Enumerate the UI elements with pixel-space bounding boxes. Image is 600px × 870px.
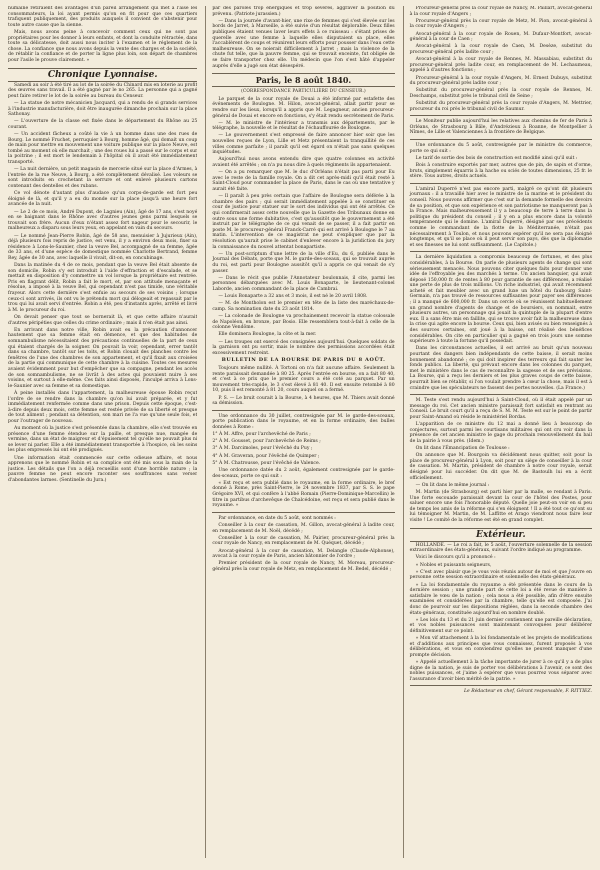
paragraph: Avocat-général à la cour de cassation, M. Delangle (Claude-Alphonse), avocat à la cour royale de Paris, ancien bâtonnier de l'ordre ; [212,548,395,560]
paragraph: Dans les circonstances actuelles, il est arrivé au bruit qu'un nouveau pourtant des dangers bien indépendants de cette baisse, il serait moins bonnement abandonné ; ce qui doit inspirer des terreurs qui fait sauter les fonds publics. La liberté, qui prévaut encore dans les colonnes du parquet, met le ministère dans le cas de reconnaître la sagesse et de ses prévisions. La Bourse, qui a reçu les derniers et les plus graves coups de cette baisse, pourrait bien se rétablir, si l'on voulait prendre à cœur la chose, mais il est à craindre que les spéculateurs ne fassent des pertes nouvelles. (La France.) [409,346,592,391]
paragraph: par des paroles trop énergiques et trop sévères, aggraver la position du prévenu. (Patriote jurassien.) [212,6,395,17]
paragraph: — La statue de notre mécanicien Jacquard, qui a rendu de si grands services à l'industrie manufacturière, doit être inaugurée dimanche prochain sur la place Sathonay. [8,100,198,118]
paragraph: Bois à construire exportés par mer, autres que de pin, de sapin et d'orme, bruts, simplement équarris à la hache ou sciés de toutes dimensions, 25 fr. le stère. Tous autres, droits actuels. [409,163,592,180]
paragraph: » C'est avec plaisir que je vous vois réunis autour de moi et que j'ouvre en personne cette session extraordinaire et solennelle des états-généraux. [409,569,592,581]
paragraph: P. S. — Le bruit courait à la Bourse, à 4 heures, que M. Thiers avait donné sa démission. [212,395,395,407]
paragraph: — On lit dans le même journal : [415,482,490,488]
newspaper-page [8,6,592,858]
list-item: 2° À M. Gousset, pour l'archevêché de Reims ; [212,439,321,445]
paragraph: Procureur-général près la cour royale de Nancy, M. Paillart, avocat-général à la cour royale d'Angers ; [409,6,592,17]
paragraph: — La nuit dernière, un petit magasin de mercerie situé sur la place d'Armes, à l'entrée de la rue Neuve, à Bourg, a été complètement dévalisé. Les voleurs se sont introduits en crochetant la serrure et ont enlevé plusieurs cartons contenant des dentelles et des rubans. [8,167,198,189]
paragraph: Avocat-général à la cour royale de Caen, M. Desèze, substitut du procureur-général près ladite cour ; [409,44,592,55]
paragraph: Samedi au soir à été tiré au lot de la soirée du Chinard mis en loterie au profit des œuvres sans travail. Il a été gagné par le no 265. La personne qui a gagné peut faire retirer le lot de la soirée au bureau du Censeur. [8,82,198,99]
paragraph: — On a pu remarquer que M. le duc d'Orléans n'était pas parti pour Eu avec le reste de la famille royale. On a dit cet après-midi qu'il était resté à Saint-Cloud pour commander la place de Paris, dans le cas où une tentative y aurait été faite. [212,170,395,192]
paragraph: Mais, nous avons peine à concevoir comment ceux qui ne sont pas propriétaires pour les donner à leurs enfants, et dont la conduite rétractée, dans toute sa délicatesse, doit aussi nous inciter à l'examen et le réglement de la chose. La confiance que nous avons depuis la vente des charges et de la société, de rétablir la confiance et de porter la ligne plus loin, son départ de chambres pour l'asile le prouve clairement. » [8,29,198,63]
paragraph: — Un post-scriptum d'une lettre de la ville d'Eu, du 6, publiée dans le Journal des Débats, porte que M. le garde-des-sceaux, qui se trouvait auprès du roi, est parti pour Boulogne aussitôt qu'il a appris ce qui venait de s'y passer. [212,251,395,274]
divider [410,139,592,140]
paragraph: Premier président de la cour royale de Nancy, M. Moreau, procureur-général près la cour royale de Metz, en remplacement de M. Bedel, décédé ; [212,561,395,572]
list-item: 4° À M. Graveran, pour l'évêché de Quimper ; [212,453,320,459]
paragraph: — Il paraît à peu près certain que l'affaire de Boulogne sera déférée à la chambre des pairs ; qui serait immédiatement appelée à se constituer en cour de justice pour statuer sur le sort des individus qui ont été arrêtés. Ce qui confirmerait assez cette nouvelle que la Gazette des Tribunaux donne en outre sous une forme dubitative, c'est qu'aussitôt que le gouvernement a été instruit par le télégraphe de ce qui venait de se passer, il a fait partir en poste M. le procureur-général Franck-Carré qui est arrivé à Boulogne le 7 au matin. L'intervention de ce magistrat ne peut s'expliquer que par la résolution qu'aurait prise le cabinet d'enlever encore à la juridiction du jury la connaissance du nouvel attentat bonapartiste. [212,194,395,250]
column-right [403,6,592,858]
paragraph: » La loi fondamentale du royaume a été présentée dans le cours de la dernière session ; une grande part de cette loi a été revue de manière à satisfaire le vœu de la nation ; cela nous a été possible, afin d'être ensuite examinées et considérées par la chambre, telle qu'elle est composée. J'ai donc de pourvoir sur les dispositions réglées, dans la seconde chambre des états-généraux, constituée aujourd'hui en nombre doublé. [409,582,592,616]
paragraph: Conseiller à la cour de cassation, M. Gillon, avocat-général à ladite cour, en remplacement de M. Noël, décédé ; [212,522,395,534]
paragraph: Substitut du procureur-général près la cour royale d'Angers, M. Mettrier, procureur du roi près le tribunal civil de Saumur. [409,101,592,112]
divider [212,512,394,513]
paragraph: Avocat-général à la cour royale de Rouen, M. Dufaur-Montfort, avocat-général à la cour de Caen ; [409,31,592,43]
paragraph: — M. de Montholon est le premier en tête de la liste des maréchaux-de-camp. Sa nomination date du 23 août 1814. [212,301,395,312]
paragraph: On lit dans l'Émancipation de Toulouse : [415,446,510,452]
divider [410,115,592,116]
paragraph: » Les lois du 13 et du 21 juin dernier contiennent une pareille déclaration, et vos nobles puissances sont maintenant convoquées pour délibérer définitivement sur ce point. [409,617,592,634]
paragraph: — Un accident fâcheux a coûté la vie à un homme dans une des rues de Bourg. Le nommé Fruchet, perruquier à Bourg, homme âgé, qui domait un coup de main pour mettre en mouvement une voiture publique sur la place Neuve, est tombé au moment où elle marchait ; une des roues lui a passé sur le corps et sur la poitrine ; il est mort le lendemain à l'hôpital où il avait été immédiatement transporté. [8,132,198,166]
paragraph: humaine retiraient des avantages d'un pareil arrangement qui met à l'aise les consommateurs, la loi ayant permis qu'on en fit pour que ces quartiers trafiquent publiquement, des produits auxquels il convient de s'abstenir pour toute autre cause que la sienne. [8,6,198,28]
section-heading-exterieur: Extérieur. [410,528,592,542]
paragraph: On devait penser que tout se bornerait là, et que cette affaire n'aurait d'autres péripéties que celles du crime ordinaire ; mais il n'en était pas ainsi. [8,315,198,326]
paragraph: En arrivant dans notre ville, Robin avait eu la précaution d'annoncer hautement que sa femme était en démence, et que des habitudes de somnambulisme nécessitaient des précautions continuelles de la part de ceux qui étaient chargés de la soigner. On pouvait la voir, cependant, errer tantôt dans sa chambre, tantôt sur les toits, et Robin clouait des planches contre les fenêtres de l'une des chambres de son appartement, et qu'il fixait aux croisées de la partie qui communique de cette chambre à la cuisine. Toutes ces mesures avaient évidemment pour but d'empêcher que sa compagne, pendant les accès de son somnambulisme, ne se livrât à des actes qui pouvaient nuire à ses voisins, et surtout à elle-même. Ces faits ainsi disposés, l'inculpé arriva à Lons-le-Saunier avec sa femme et sa domestique. [8,327,198,389]
paragraph: Le parquet de la cour royale de Douai a été informé par estafette des événements de Boulogne. M. Hilon, avocat-général, allait partir pour se rendre sur les lieux, lorsqu'il a appris que M. Legagneur, ancien procureur-général de Douai et encore en fonctions, s'y était rendu secrètement de Paris. [212,96,395,119]
paragraph: HOLLANDE. — Le roi a fait, le 5 août, l'ouverture solennelle de la session extraordinaire des états-généraux, suivant l'ordre indiqué au programme. [409,542,592,554]
paragraph: — L'ouverture de la classe est fixée dans le département du Rhône au 25 courant. [8,119,198,130]
paragraph: La dernière liquidation a compromis beaucoup de fortunes, et des plus considérables, à la Bourse. On parle de plusieurs agents de change qui sont sérieusement menacés. Nous pouvons citer quelques faits pour donner une idée de l'effroyable jeu des marchés à terme. Un ancien banquier, qui avait déposé 150,000 fr. de rentes à 80 pour garantie de ses différences, a réalisé une perte de plus de trois millions. Un riche industriel, qui avait récemment acheté et fait meubler avec un grand luxe un hôtel du faubourg Saint-Germain, n'a pas trouvé de ressources suffisantes pour payer ses différences ; il a manqué de 600,000 fr. Dans un cercle où se réunissent habituellement un grand nombre d'agents de change et de boursiers, on nommait, entre plusieurs autres, un personnage qui jouait la quintuple de la plupart d'entre eux. Il a sans être mis en faillite, qui se trouve avoir fait la malheureuse dans la crise qui agite encore la bourse. Ceux qui, bien avisés ou bien renseignés à des sources certaines, ont joué à la baisse, ont réalisé des bénéfices considérables. On cite en particulier qui a gagné en trois jours une somme supérieure à toute la fortune qu'il possédait. [409,255,592,345]
paragraph: M. Teste s'est rendu aujourd'hui à Saint-Cloud, où il était appelé par un message du roi. Cet ancien ministre paraissait fort satisfait en rentrant au Conseil. Le bruit court qu'il a reçu de S. M. M. Teste est sur le point de partir pour Saint-Amand où réside le ministériel Bordas. [409,398,592,420]
divider [410,685,592,686]
paragraph: « Est reçu et sera publié dans le royaume, en la forme ordinaire, le bref donné à Rome, près Saint-Pierre, le 24 novembre 1837, par S. S. le pape Grégoire XVI, et qui confère à l'abbé Romain (Pierre-Dominique-Marcellin) le titre in partibus d'archevêque de Chalcédoine, est reçu et sera publié dans le royaume. » [212,480,395,509]
column-left [8,6,197,858]
paragraph: — Le 2 de ce mois, André Dupont, de Lagnieu (Ain), âgé de 17 ans, s'est noyé en se baignant dans le Rhône avec d'autres jeunes gens parmi lesquels se trouvait son frère. Aucun d'eux n'étant assez fort nageur pour le secourir, le malheureux a disparu sous leurs yeux, en appelant en vain du secours. [8,209,198,232]
list-item: 1° À M. Affre, pour l'archevêché de Paris ; [212,432,311,438]
paragraph: — M. le ministre de l'intérieur a transmis aux départements, par le télégraphe, la nouvelle et le résultat de l'échauffourée de Boulogne. [212,120,395,132]
editor-signature: Le Rédacteur en chef, Gérant responsable, F. RITTIEZ. [464,689,592,695]
paragraph: Substitut du procureur-général près la cour royale de Rennes, M. Deschamps, substitut près le tribunal civil de Seine ; [409,88,592,99]
paragraph: Conseiller à la cour de cassation, M. Pairier, procureur-général près la cour royale de Nancy, en remplacement de M. Quéquet, décédé ; [212,535,395,547]
section-heading-paris: Paris, le 8 août 1840. [212,73,394,87]
paragraph: — Le nommé Jean-Pierre Robin, âgé de 58 ans, menuisier à Jujurieux (Ain), déjà plusieurs fois repris de justice, est venu, il y a environ deux mois, fixer sa résidence à Lons-le-Saunier, chez la veuve Bel, accompagné de sa femme, âgée de 33 ans, et d'une espèce de domestique nommée Charlotte Bertrand, femme Rey, âgée de 30 ans, avec laquelle il vivait, dit-on, en concubinage. [8,233,198,261]
paragraph: Une information était commencée sur cette odieuse affaire, et nous apprenons que le nommé Robin et sa complice ont été mis sous la main de la justice. Les détails que l'on a déjà recueillis sont d'une horrible nature ; la pauvre femme ne peut encore raconter ses souffrances sans verser d'abondantes larmes. (Sentinelle du Jura.) [8,455,198,484]
column-middle [205,6,394,858]
paragraph: — Dans le récit que publie l'Annotateur boulonnais, il cite, parmi les personnes débarquées avec M. Louis Bonaparte, le lieutenant-colonel Laborde, ancien commandant de la place de Cambrai. [212,275,395,292]
paragraph: — Dans la journée d'avant-hier, une rixe de femmes qui s'est élevée sur les bords de Jarret, à Marseille, a été suivie d'un résultat déplorable. Deux filles publiques étaient venues laver leurs effets à ce ruisseau : s'étant prises de querelle avec une femme à laquelle elles disputaient sa place, elles l'accablèrent de coups et réunirent leurs efforts pour pousser dans l'eau cette malheureuse. On se noierait difficilement à Jarret ; mais la violence de la chute fut telle, que la pauvre femme, qui se trouvait enceinte, fut obligée de se faire transporter chez elle. Un médecin que l'on s'est hâté d'appeler auprès d'elle a jugé son état désespéré. [212,18,395,69]
section-subheading: (CORRESPONDANCE PARTICULIÈRE DU CENSEUR.) [241,88,366,94]
paragraph: — Les troupes ont exercé des consignées aujourd'hui. Quelques soldats de la garnison ont pu sortir, mais le nombre des permissions accordées était excessivement restreint. [212,339,395,356]
paragraph: Toujours même nullité. À Tortoni on n'a fait aucune affaire. Seulement la rente paraissait demandée à 80 25. Après l'entrée en bourse, on a fait 80 40, et c'est à ce prix que le premier cours a été coté au parquet. Par un mouvement très-rapide, le 3 s'est élevé à 81 40. Il est ensuite retombé à 80 10, puis il est remonté à 81 20, cours auquel on a fermé. [212,365,395,394]
list-item: 5° À M. Chatrousse, pour l'évêché de Valence. [212,460,321,466]
paragraph: — Le gouvernement s'est empressé de faire annoncer hier soir que les nouvelles reçues de Lyon, Lille et Metz présentaient la tranquillité de ces villes comme parfaite ; il paraît qu'il est égard on n'était pas sans quelques inquiétudes. [212,133,395,156]
paragraph: Le Moniteur publie aujourd'hui les relatives aux chemins de fer de Paris à Orléans, de Strasbourg à Bâle, d'Andrézieux à Roanne, de Montpellier à Nîmes, de Lille et Valenciennes à la frontière de Belgique. [409,119,592,136]
paragraph: L'amiral Duperré n'est pas encore parti, malgré ce qu'ont dit plusieurs journaux : il a travaillé hier avec le ministre de la marine et le président du conseil. Nous pouvons affirmer que c'est sur la demande formelle des devoirs de sa position, et que son expérience et son patriotisme ne manqueront pas à la France. Mais malheureusement il y a beaucoup de terre à terre dans la politique du président du conseil ; il y en a plus encore dans la volonté tempéranente qui le domine. L'amiral Duperré, désigné par ses précédents comme le commandant de la flotte de la Méditerranée, n'était pas nécessairement à Toulon, et nous pouvons espérer qu'il ne sera pas éloigné longtemps, et qu'il se place où il peut servir son pays, dès que la diplomatie et ses finesses ne lui sont suffisamment. (Le Capitole.) [409,186,592,248]
paragraph: Dans la matinée du 4 de ce mois, pendant que la veuve Bel était absente de son domicile, Robin s'y est introduit à l'aide d'effraction et d'escalade, et se mettait en disposition d'y commettre un vol lorsque la propriétaire est rentrée. Pris en flagrant délit, Robin a fait le mort, et, par son attitude menaçante et résolue, a imposé à la veuve Bel, qui cependant n'est pas timide, une véritable frayeur. Alors cette dernière s'est enfuie au secours de ses voisins ; lorsque ceux-ci sont arrivés, ils ont vu le prétendu mort qui délogeait et repassait par le trou qui lui avait servi d'entrée. Robin a été, peu d'instants après, arrêté et livré à M. le procureur du roi. [8,263,198,313]
paragraph: » Mon vif attachement à la loi fondamentale et les projets de modifications et d'additions aux principes que vous connaissez, furent proposés à vos délibérations, et vous en conviendrez qu'elles ne peuvent manquer d'une prompte décision. [409,636,592,658]
paragraph: Ce vol dénote d'autant plus d'audace qu'un corps-de-garde est fort peu éloigné de là, et qu'il y a eu du monde sur la place jusqu'à une heure fort avancée de la nuit. [8,191,198,208]
paragraph: Procureur-général près la cour royale de Metz, M. Pion, avocat-général à la cour royale d'Angers ; [409,18,592,30]
paragraph: À peine installés dans l'appartement, la malheureuse épouse Robin reçut l'ordre de se rendre dans la chambre qu'on lui avait préparée, et y fut immédiatement renfermée comme dans une prison. Depuis cette époque, c'est-à-dire depuis deux mois, cette femme est restée privée de sa liberté et presque de tout aliment ; pendant sa détention, son mari ne l'a vue qu'une seule fois, et pour l'outrager de nouveau. [8,390,198,424]
paragraph: — Louis Bonaparte a 32 ans et 3 mois, il est né le 20 avril 1808. [218,294,368,300]
bourse-bulletin-heading: BULLETIN DE LA BOURSE DE PARIS DU 8 AOÛT. [221,357,386,364]
paragraph: M. Martin (de Strasbourg) est parti hier par la malle, se rendant à Paris. Une forte escouade paraissait devant la cour de l'hôtel des Postes, pour saluer encore une fois l'honorable député. Quelle joie peut-on voir en si peu de temps les amis de la réforme qui s'en éloignent ! Il a été tout ce qu'ont su lui témoigner M. Martin, de M. Laffitte et Arago viendront nous faire leur visite ! Le comité de la réforme est été en grand complet. [409,490,592,523]
paragraph: « Nobles et puissants seigneurs, [415,562,492,568]
paragraph: Une ordonnance du 5 août, contresignée par le ministre du commerce, porte ce qui suit : [409,143,592,154]
list-item: 3° À M. Darcimoles, pour l'évêché du Puy ; [212,446,313,452]
divider [410,251,592,252]
paragraph: Aujourd'hui nous avons entendu dire que quatre colonnes en activité avaient été arrêtés ; on n'a pu nous dire à quels régiments ils appartenaient. [212,157,395,169]
paragraph: Au moment où la justice s'est présentée dans la chambre, elle s'est trouvée en présence d'une femme étendue sur la paille, et presque nue, mangée de vermine, dans un état de maigreur et d'épuisement tel qu'elle ne pouvait plus ni se lever ni parler. Elle a été immédiatement transportée à l'hospice, où les soins les plus empressés lui ont été prodigués. [8,426,198,454]
paragraph: — La colonade de Boulogne va prochainement recevoir la statue colossale de Napoléon, en bronze, par Bosio. Elle ressemblera tout-à-fait à celle de la colonne Vendôme. [212,314,395,331]
divider [410,394,592,395]
paragraph: Voici le discours qu'il a prononcé : [415,555,496,561]
paragraph: Elle dominera Boulogne, la côte et la mer. [218,332,317,338]
divider [212,410,394,411]
paragraph: Par ordonnance, en date du 5 août, sont nommés : [218,515,336,521]
paragraph: » Appelé actuellement à la tâche importante de jurer à ce qu'il y a de plus digne de la nation, je suis de porter vos délibérations à l'avenir, ce sont des nobles puissances, et j'aime à espérer que vous pourrez vous séparer avec l'assurance d'avoir bien mérité de la patrie. » [409,660,592,682]
paragraph: L'apparition de ce ministre du 12 mai a donné lieu à beaucoup de conjectures, surtout parmi les courtisans militaires qui ont cru voir dans la présence de cet ancien ministre le gage du prochain renouvellement du bail de la pairie à vous près. (Idem.) [409,422,592,444]
paragraph: On annonce que M. Bourgoin va décidément nous quitter, soit pour la place de procureur-général à Lyon, soit pour un siège de conseiller à la cour de cassation. M. Martin, président de chambre à notre cour royale, serait désigné pour lui succéder. On dit que M. de Bastoulh lui en a écrit officiellement. [409,453,592,481]
divider [410,183,592,184]
paragraph: Avocat-général à la cour royale de Rennes, M. Massabiau, substitut du procureur-général près ladite cour, en remplacement de M. Lechaumeau, appelé à d'autres fonctions ; [409,57,592,74]
paragraph: Procureur-général à la cour royale d'Angers, M. Ernest Dubuys, substitut du procureur-général près ladite cour ; [409,75,592,87]
paragraph: Une ordonnance datée du 2 août, également contresignée par le garde-des-sceaux, porte ce qui suit : [212,468,395,479]
section-heading-chronique-lyonnaise: Chronique Lyonnaise. [8,68,197,82]
paragraph: Une ordonnance du 30 juillet, contresignée par M. le garde-des-sceaux, porte publication dans le royaume, et en la forme ordinaire, des bulles données à Rome : [212,413,395,430]
paragraph: Le tarif de sortie des bois de construction est modifié ainsi qu'il suit : [415,155,578,161]
